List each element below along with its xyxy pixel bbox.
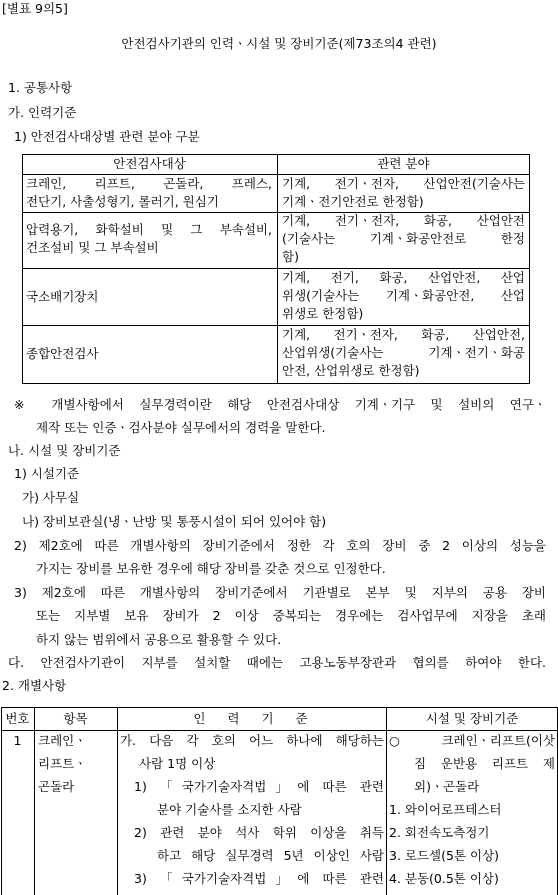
- table2-staff-line7: 3) 「국가기술자격법」에 따른 관련: [134, 871, 384, 886]
- appendix-label: [별표 9의5]: [2, 1, 68, 16]
- table1-row2-target-line1: 압력용기, 화학설비 및 그 부속설비,: [26, 222, 272, 237]
- table2-row1-item-line3: 곤돌라: [38, 779, 75, 794]
- table2-header-item: 항목: [63, 711, 88, 726]
- table2-equip-line6: 3. 로드셀(5톤 이상): [389, 848, 500, 863]
- section-2-heading: 2. 개별사항: [2, 678, 67, 693]
- facility-rule3-line1: 3) 제2호에 따른 개별사항의 장비기준에서 기관별로 본부 및 지부의 공용 장비: [14, 585, 546, 600]
- facility-rule2-line2: 가지는 장비를 보유한 경우에 해당 장비를 갖춘 것으로 인정한다.: [36, 561, 386, 576]
- section-1b-heading: 나. 시설 및 장비기준: [8, 443, 121, 458]
- table1-row3-field-line1: 기계, 전기, 화공, 산업안전, 산업: [282, 270, 525, 285]
- note-line1: ※ 개별사항에서 실무경력이란 해당 안전검사대상 기계ㆍ기구 및 설비의 연구ㆍ: [14, 397, 546, 412]
- table2-row1-item-line2: 리프트ㆍ: [38, 756, 87, 771]
- table2-staff-line5: 2) 관련 분야 석사 학위 이상을 취득: [134, 825, 384, 840]
- table2-equip-line5: 2. 회전속도측정기: [389, 825, 490, 840]
- facility-criteria-heading: 1) 시설기준: [14, 466, 80, 481]
- facility-storage-room: 나) 장비보관실(냉ㆍ난방 및 통풍시설이 되어 있어야 함): [22, 514, 327, 529]
- table1-row2-target-line2: 건조설비 및 그 부속설비: [26, 240, 159, 255]
- table1-header-target: 안전검사대상: [113, 156, 186, 171]
- table1-row1-target-line1: 크레인, 리프트, 곤돌라, 프레스,: [26, 176, 272, 191]
- table1-row4-field-line1: 기계, 전기ㆍ전자, 화공, 산업안전,: [282, 327, 525, 342]
- table1-row1-target-line2: 전단기, 사출성형기, 롤러기, 원심기: [26, 194, 219, 209]
- facility-office: 가) 사무실: [22, 490, 80, 505]
- table1-row4-field-line2: 산업위생(기술사는 기계ㆍ전기ㆍ화공: [282, 345, 525, 360]
- table1-row2-field-line2: (기술사는 기계ㆍ화공안전로 한정: [282, 231, 525, 246]
- table1-row3-field-line3: 위생로 한정함): [282, 306, 364, 321]
- table2-staff-line6: 하고 해당 실무경력 5년 이상인 사람: [157, 848, 384, 863]
- table2-staff-line2: 사람 1명 이상: [139, 756, 216, 771]
- table2-header-no: 번호: [5, 711, 30, 726]
- facility-rule2-line1: 2) 제2호에 따른 개별사항의 장비기준에서 정한 각 호의 장비 중 2 이상의 성능을: [14, 538, 546, 553]
- table2-staff-line3: 1) 「국가기술자격법」에 따른 관련: [134, 779, 384, 794]
- table1-row2-field-line3: 함): [282, 249, 299, 264]
- table2-header-staff: 인 력 기 준: [193, 711, 310, 726]
- table1-row1-field-line2: 기계ㆍ전기안전로 한정함): [282, 194, 424, 209]
- facility-rule3-line3: 하지 않는 범위에서 공용으로 활용할 수 있다.: [36, 632, 282, 647]
- facility-rule3-line2: 또는 지부별 보유 장비가 2 이상 중복되는 경우에는 검사업무에 지장을 초래: [36, 608, 546, 623]
- table1-row3-field-line2: 위생(기술사는 기계ㆍ화공안전, 산업: [282, 288, 525, 303]
- table1-row1-field-line1: 기계, 전기ㆍ전자, 산업안전(기술사는: [282, 176, 525, 191]
- table2-staff-line4: 분야 기술사를 소지한 사람: [157, 802, 302, 817]
- table1-row4-field-line3: 안전, 산업위생로 한정함): [282, 363, 420, 378]
- table2-equip-line3: 외)ㆍ곤돌라: [414, 779, 480, 794]
- table2-row1-no: 1: [13, 733, 22, 748]
- table2-equip-line2: 짐 운반용 리프트 제: [414, 756, 555, 771]
- section-1-heading: 1. 공통사항: [8, 80, 73, 95]
- document-title: 안전검사기관의 인력ㆍ시설 및 장비기준(제73조의4 관련): [121, 36, 437, 51]
- table2-equip-line4: 1. 와이어로프테스터: [389, 802, 502, 817]
- table1-row4-target: 종합안전검사: [26, 346, 99, 361]
- section-1a1-heading: 1) 안전검사대상별 관련 분야 구분: [14, 129, 200, 144]
- branch-consultation-rule: 다. 안전검사기관이 지부를 설치할 때에는 고용노동부장관과 협의를 하여야 한다.: [8, 655, 546, 670]
- table2-equip-line7: 4. 분동(0.5톤 이상): [389, 871, 499, 886]
- section-1a-heading: 가. 인력기준: [8, 105, 77, 120]
- table2-staff-line1: 가. 다음 각 호의 어느 하나에 해당하는: [120, 733, 384, 748]
- table1-row3-target: 국소배기장치: [26, 289, 99, 304]
- note-line2: 제작 또는 인증ㆍ검사분야 실무에서의 경력을 말한다.: [36, 420, 326, 435]
- table1-row2-field-line1: 기계, 전기ㆍ전자, 화공, 산업안전: [282, 213, 525, 228]
- table2-header-equipment: 시설 및 장비기준: [425, 711, 519, 726]
- table1-header-field: 관련 분야: [377, 156, 430, 171]
- table2-equip-line1: ○ 크레인ㆍ리프트(이삿: [389, 733, 555, 748]
- table2-row1-item-line1: 크레인ㆍ: [38, 733, 87, 748]
